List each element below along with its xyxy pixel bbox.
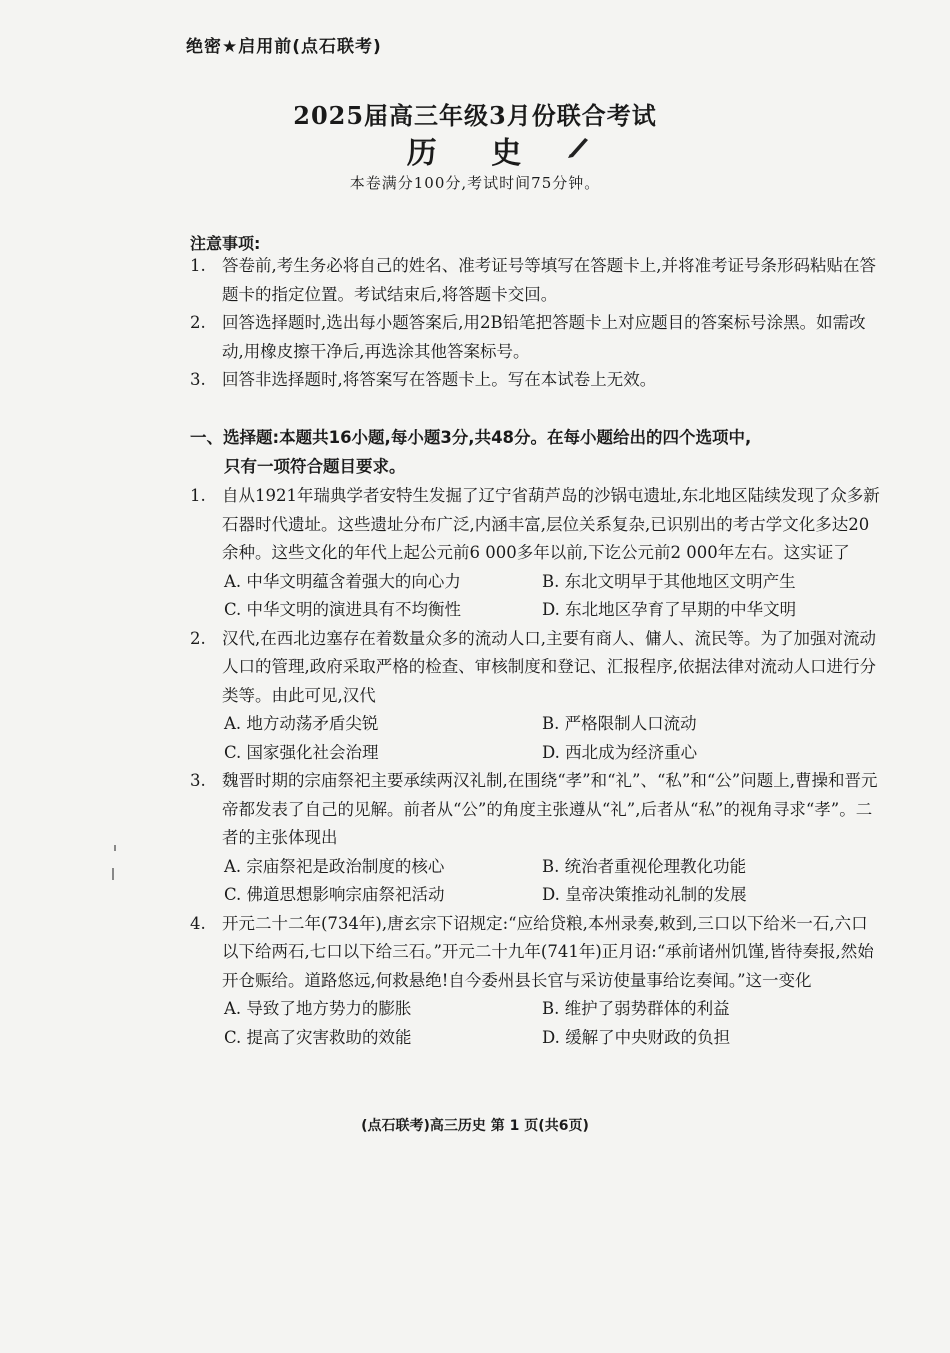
pen-icon	[565, 134, 591, 160]
question-2: 2. 汉代,在西北边塞存在着数量众多的流动人口,主要有商人、傭人、流民等。为了加强对流动人口的管理,政府采取严格的检查、审核制度和登记、汇报程序,依据法律对流动人口进行分类等。由此可见,汉代	[190, 628, 876, 705]
question-stem: 汉代,在西北边塞存在着数量众多的流动人口,主要有商人、傭人、流民等。为了加强对流动人口的管理,政府采取严格的检查、审核制度和登记、汇报程序,依据法律对流动人口进行分类等。由此可见,汉代	[222, 628, 876, 705]
option: D. 西北成为经济重心	[542, 742, 698, 762]
question-stem: 自从1921年瑞典学者安特生发掘了辽宁省葫芦岛的沙锅屯遗址,东北地区陆续发现了众多新石器时代遗址。这些遗址分布广泛,内涵丰富,层位关系复杂,已识别出的考古学文化多达20余种。这些文化的年代上起公元前6 000多年以前,下讫公元前2 000年左右。这实证了	[222, 486, 880, 562]
option: A. 导致了地方势力的膨胀	[224, 999, 412, 1018]
option: B. 东北文明早于其他地区文明产生	[542, 571, 796, 591]
option: C. 国家强化社会治理	[224, 742, 379, 762]
option: D. 缓解了中央财政的负担	[542, 1027, 731, 1047]
option: C. 佛道思想影响宗庙祭祀活动	[224, 885, 445, 904]
notice-item: 1. 答卷前,考生务必将自己的姓名、准考证号等填写在答题卡上,并将准考证号条形码粘贴在答题卡的指定位置。考试结束后,将答题卡交回。	[190, 256, 876, 304]
notice-list	[190, 252, 880, 395]
question-stem: 开元二十二年(734年),唐玄宗下诏规定:“应给贷粮,本州录奏,敕到,三口以下给米一石,六口以下给两石,七口以下给三石。”开元二十九年(741年)正月诏:“承前诸州饥馑,皆待奏报,然始开仓赈给。道路悠远,何救悬绝!自今委州县长官与采访使量事给讫奏闻。”这一变化	[222, 913, 874, 990]
options-1	[190, 568, 880, 625]
notice-item: 2. 回答选择题时,选出每小题答案后,用2B铅笔把答题卡上对应题目的答案标号涂黑。如需改动,用橡皮擦干净后,再选涂其他答案标号。	[190, 313, 866, 361]
page-footer: (点石联考)高三历史 第 1 页(共6页)	[361, 1118, 589, 1134]
option: C. 提高了灾害救助的效能	[224, 1027, 412, 1047]
question-1: 1. 自从1921年瑞典学者安特生发掘了辽宁省葫芦岛的沙锅屯遗址,东北地区陆续发现了众多新石器时代遗址。这些遗址分布广泛,内涵丰富,层位关系复杂,已识别出的考古学文化多达20余种。这些文化的年代上起公元前6 000多年以前,下讫公元前2 000年左右。这实证了	[190, 486, 880, 562]
notice-item: 3. 回答非选择题时,将答案写在答题卡上。写在本试卷上无效。	[190, 370, 657, 389]
question-stem: 魏晋时期的宗庙祭祀主要承续两汉礼制,在围绕“孝”和“礼”、“私”和“公”问题上,曹操和晋元帝都发表了自己的见解。前者从“公”的角度主张遵从“礼”,后者从“私”的视角寻求“孝”。二者的主张体现出	[222, 771, 878, 847]
exam-info: 本卷满分100分,考试时间75分钟。	[349, 174, 601, 192]
scan-speck	[112, 868, 114, 880]
option: C. 中华文明的演进具有不均衡性	[224, 600, 462, 619]
option: A. 中华文明蕴含着强大的向心力	[224, 571, 461, 591]
subject-title: 历 史	[406, 136, 544, 171]
question-4: 4. 开元二十二年(734年),唐玄宗下诏规定:“应给贷粮,本州录奏,敕到,三口以下给米一石,六口以下给两石,七口以下给三石。”开元二十九年(741年)正月诏:“承前诸州饥馑,皆待奏报,然始开仓赈给。道路悠远,何救悬绝!自今委州县长官与采访使量事给讫奏闻。”这一变化	[190, 913, 874, 990]
option: A. 宗庙祭祀是政治制度的核心	[224, 856, 445, 876]
options-4	[190, 995, 880, 1052]
option: B. 维护了弱势群体的利益	[542, 999, 730, 1018]
notice-heading: 注意事项:	[190, 234, 261, 253]
scan-speck	[114, 845, 116, 851]
exam-title: 2025届高三年级3月份联合考试	[293, 101, 657, 130]
option: B. 严格限制人口流动	[542, 714, 697, 733]
secret-label: 绝密★启用前(点石联考)	[186, 37, 382, 57]
question-list	[190, 482, 880, 1052]
option: B. 统治者重视伦理教化功能	[542, 856, 747, 876]
option: D. 皇帝决策推动礼制的发展	[542, 885, 747, 904]
option: A. 地方动荡矛盾尖锐	[224, 714, 379, 733]
section-heading: 一、选择题:本题共16小题,每小题3分,共48分。在每小题给出的四个选项中, 只有一项符合题目要求。	[190, 428, 752, 476]
option: D. 东北地区孕育了早期的中华文明	[542, 600, 797, 619]
question-3: 3. 魏晋时期的宗庙祭祀主要承续两汉礼制,在围绕“孝”和“礼”、“私”和“公”问题上,曹操和晋元帝都发表了自己的见解。前者从“公”的角度主张遵从“礼”,后者从“私”的视角寻求“孝”。二者的主张体现出	[190, 771, 878, 847]
options-2	[190, 710, 880, 767]
options-3	[190, 853, 880, 910]
